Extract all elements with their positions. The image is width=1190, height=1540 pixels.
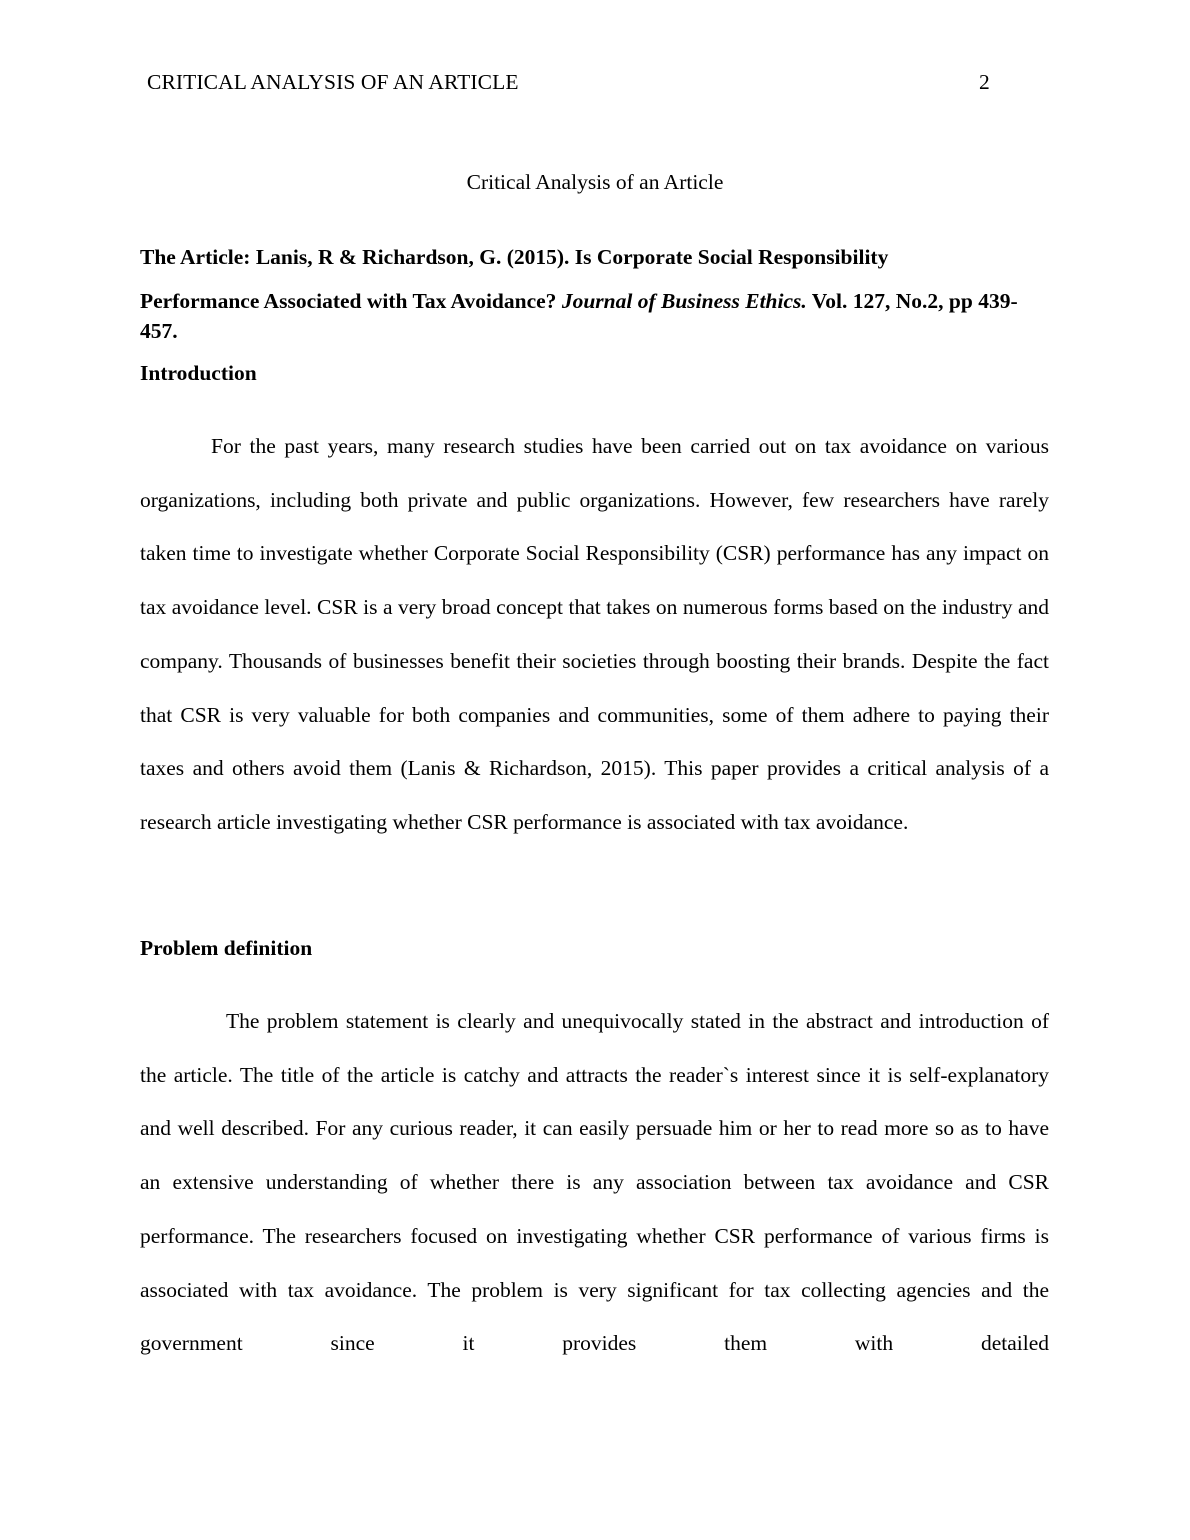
- citation-journal: Journal of Business Ethics.: [561, 289, 807, 313]
- citation-line-2-end: Vol. 127, No.2, pp 439-457.: [140, 289, 1018, 343]
- introduction-paragraph: For the past years, many research studies have been carried out on tax avoidance on various organizations, including both private and public organizations. However, few researchers have rarely taken time to investigate whether Corporate Social Responsibility (CSR) performance has any impact on tax avoidance level. CSR is a very broad concept that takes on numerous forms based on the industry and company. Thousands of businesses benefit their societies through boosting their brands. Despite the fact that CSR is very valuable for both companies and communities, some of them adhere to paying their taxes and others avoid them (Lanis & Richardson, 2015). This paper provides a critical analysis of a research article investigating whether CSR performance is associated with tax avoidance.: [140, 434, 1049, 834]
- citation-line-1: The Article: Lanis, R & Richardson, G. (2015). Is Corporate Social Responsibility: [140, 245, 889, 269]
- running-head: CRITICAL ANALYSIS OF AN ARTICLE: [147, 70, 519, 94]
- document-title: Critical Analysis of an Article: [466, 170, 724, 194]
- article-citation: [140, 242, 1050, 346]
- introduction-heading: Introduction: [140, 361, 257, 385]
- problem-definition-paragraph: The problem statement is clearly and unequivocally stated in the abstract and introduction of the article. The title of the article is catchy and attracts the reader`s interest since it is self-explanatory and well described. For any curious reader, it can easily persuade him or her to read more so as to have an extensive understanding of whether there is any association between tax avoidance and CSR performance. The researchers focused on investigating whether CSR performance of various firms is associated with tax avoidance. The problem is very significant for tax collecting agencies and the government since it provides them with detailed: [140, 1009, 1049, 1356]
- page-number: 2: [979, 70, 990, 94]
- citation-line-2-start: Performance Associated with Tax Avoidance?: [140, 289, 562, 313]
- problem-definition-heading: Problem definition: [140, 936, 313, 960]
